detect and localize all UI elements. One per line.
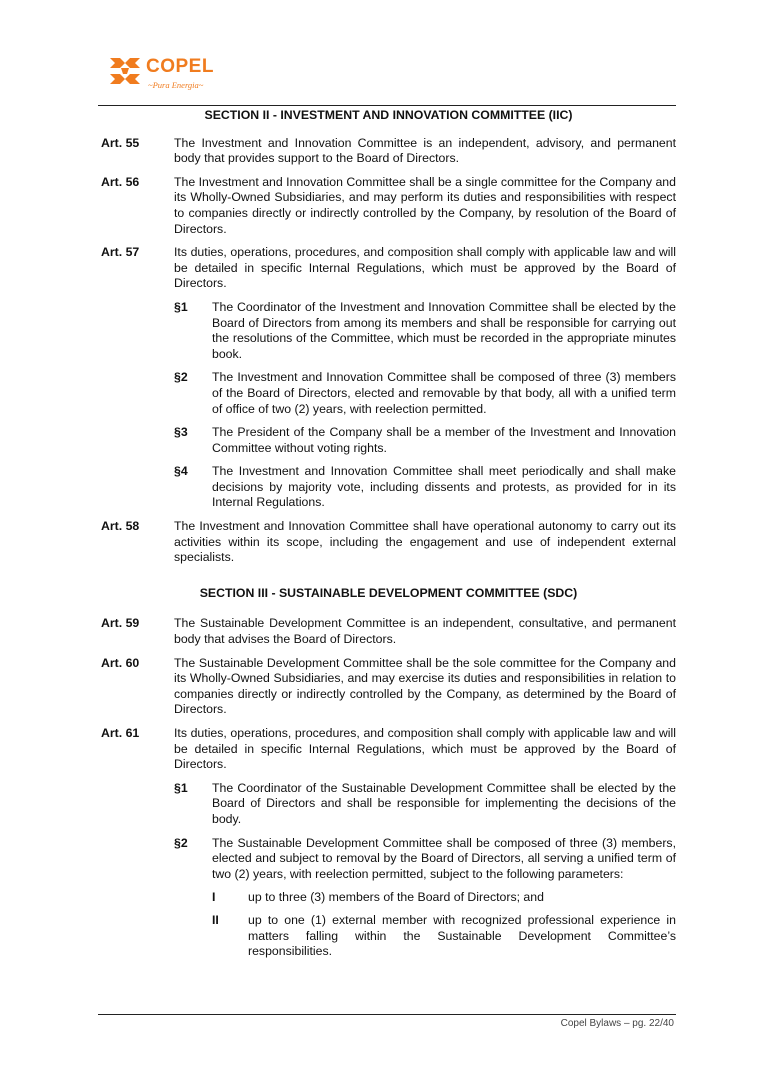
paragraph xyxy=(174,464,676,511)
article-text: The Investment and Innovation Committee shall have operational autonomy to carry out its activities within its scope, including the engagement and use of independent external specialists. xyxy=(174,519,676,565)
copel-sun-icon xyxy=(108,56,142,88)
paragraph-label: §1 xyxy=(174,299,188,314)
item-text: up to three (3) members of the Board of Directors; and xyxy=(248,890,544,905)
paragraph xyxy=(174,370,676,417)
article-label: Art. 57 xyxy=(101,245,140,260)
paragraph xyxy=(174,300,676,362)
section-heading: SECTION II - INVESTMENT AND INNOVATION COMMITTEE (IIC) xyxy=(204,108,573,122)
paragraph-text: The Investment and Innovation Committee shall meet periodically and shall make decisions by majority vote, including dissents and protests, as provided for in its Internal Regulations. xyxy=(212,464,676,510)
list-item xyxy=(212,890,676,906)
article-label: Art. 60 xyxy=(101,655,140,670)
paragraph-text: The Sustainable Development Committee shall be composed of three (3) members, elected and subject to removal by the Board of Directors, all serving a unified term of two (2) years, with reelection permitted, subject to the following parameters: xyxy=(212,835,676,881)
paragraph xyxy=(174,836,676,883)
article-text: The Investment and Innovation Committee shall be a single committee for the Company and its Wholly-Owned Subsidiaries, and may perform its duties and responsibilities with respect to companies directly or indirectly controlled by the Company, by resolution of the Board of Directors. xyxy=(174,174,676,236)
article xyxy=(101,175,676,237)
article xyxy=(101,656,676,718)
article-label: Art. 61 xyxy=(101,726,140,740)
article-label: Art. 56 xyxy=(101,174,140,189)
brand-tagline: ~Pura Energia~ xyxy=(148,80,204,90)
item-label: I xyxy=(212,890,216,905)
article-text: The Sustainable Development Committee is an independent, consultative, and permanent body that advises the Board of Directors. xyxy=(174,616,676,647)
article-text: Its duties, operations, procedures, and composition shall comply with applicable law and will be detailed in specific Internal Regulations, which must be approved by the Board of Directors. xyxy=(174,726,676,772)
paragraph-text: The Coordinator of the Sustainable Development Committee shall be elected by the Board of Directors and shall be responsible for implementing the decisions of the body. xyxy=(212,780,676,826)
brand-name: COPEL xyxy=(146,56,214,77)
article xyxy=(101,519,676,566)
article-text: The Sustainable Development Committee shall be the sole committee for the Company and its Wholly-Owned Subsidiaries, and may exercise its duties and responsibilities in relation to companies directly or indirectly controlled by the Company, as determined by the Board of Directors. xyxy=(174,655,676,717)
copel-logo xyxy=(108,54,238,94)
item-label: II xyxy=(212,912,219,927)
section-heading: SECTION III - SUSTAINABLE DEVELOPMENT COMMITTEE (SDC) xyxy=(199,585,578,600)
article-text: Its duties, operations, procedures, and composition shall comply with applicable law and will be detailed in specific Internal Regulations, which must be approved by the Board of Directors. xyxy=(174,245,676,291)
article xyxy=(101,616,676,647)
item-text: up to one (1) external member with recognized professional experience in matters falling within the Sustainable Development Committee’s responsibilities. xyxy=(248,912,676,959)
article xyxy=(101,726,676,773)
header-rule xyxy=(98,105,676,106)
article xyxy=(101,245,676,292)
paragraph xyxy=(174,425,676,456)
paragraph-label: §4 xyxy=(174,464,188,479)
paragraph-text: The President of the Company shall be a member of the Investment and Innovation Committee without voting rights. xyxy=(212,425,676,455)
paragraph xyxy=(174,781,676,828)
article-label: Art. 59 xyxy=(101,616,140,631)
article-text: The Investment and Innovation Committee is an independent, advisory, and permanent body that provides support to the Board of Directors. xyxy=(174,135,676,166)
paragraph-text: The Investment and Innovation Committee shall be composed of three (3) members of the Board of Directors, elected and removable by that body, all with a unified term of office of two (2) years, with reelection permitted. xyxy=(212,370,676,416)
page-footer: Copel Bylaws – pg. 22/40 xyxy=(560,1018,674,1029)
paragraph-label: §3 xyxy=(174,425,188,440)
list-item xyxy=(212,913,676,960)
footer-rule xyxy=(98,1014,676,1015)
paragraph-label: §1 xyxy=(174,780,188,795)
article-label: Art. 58 xyxy=(101,519,140,534)
paragraph-label: §2 xyxy=(174,370,188,385)
article xyxy=(101,136,676,167)
article-label: Art. 55 xyxy=(101,135,140,150)
document-body xyxy=(101,108,676,967)
paragraph-label: §2 xyxy=(174,835,188,850)
paragraph-text: The Coordinator of the Investment and Innovation Committee shall be elected by the Board of Directors from among its members and shall be responsible for carrying out the resolutions of the Committee, which must be recorded in the appropriate minutes book. xyxy=(212,299,676,361)
